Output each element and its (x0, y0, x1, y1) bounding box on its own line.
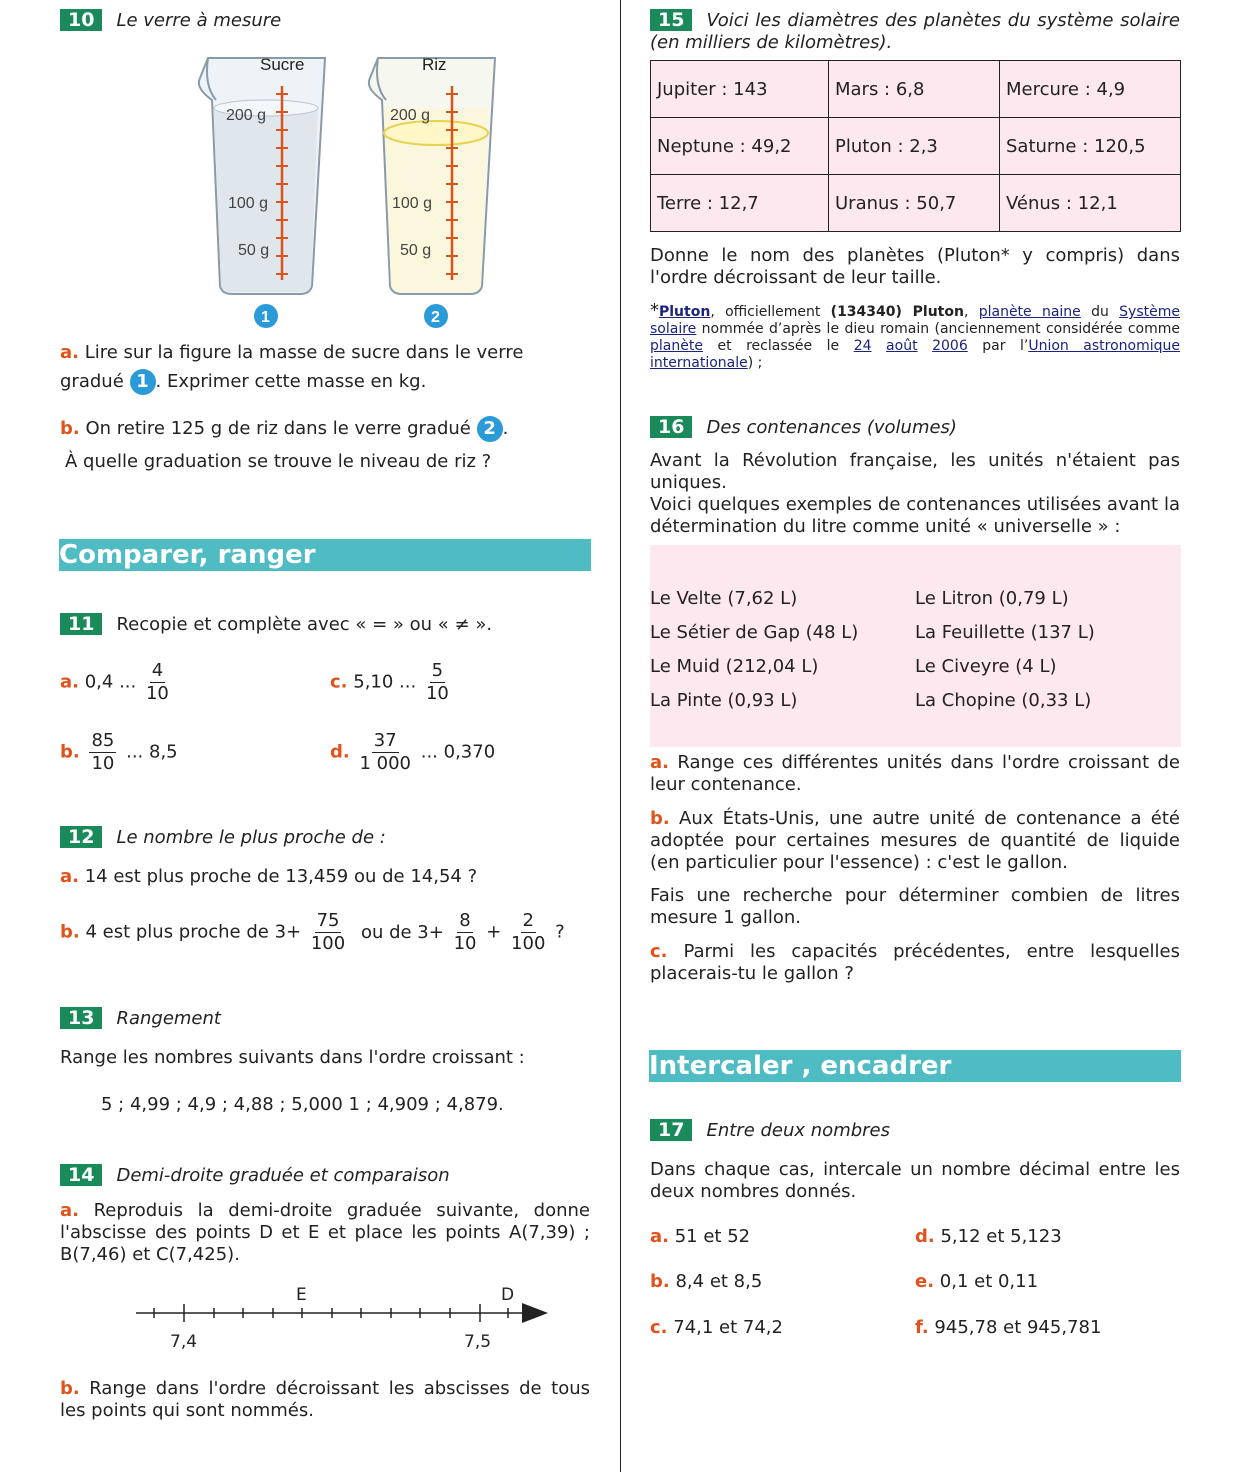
footnote-text: ) ; (747, 355, 763, 371)
item-label: a. (60, 671, 79, 693)
exercise-14-header (60, 1164, 450, 1186)
exercise-11-item-c (330, 660, 453, 705)
exercise-number: 15 (650, 9, 692, 31)
footnote-text: et reclassée le (702, 338, 854, 354)
list-item: La Chopine (0,33 L) (915, 690, 1092, 711)
exercise-13-numbers: 5 ; 4,99 ; 4,9 ; 4,88 ; 5,000 1 ; 4,909 ; 4,879. (101, 1094, 504, 1115)
footnote-text: par l’ (967, 338, 1029, 354)
link-24[interactable]: 24 (853, 338, 872, 354)
exercise-title: Recopie et complète avec « = » ou « ≠ ». (116, 614, 493, 635)
exercise-number: 10 (60, 9, 102, 31)
intro-line: Avant la Révolution française, les unités n'étaient pas uniques. (650, 450, 1180, 493)
denominator: 10 (453, 933, 477, 954)
glass1-100g: 100 g (228, 195, 269, 212)
units-right-list (915, 582, 1095, 718)
glass1-badge: 1 (261, 309, 270, 326)
footnote-bold: (134340) Pluton (830, 304, 964, 320)
exercise-title: Voici les diamètres des planètes du système solaire (en milliers de kilomètres). (650, 10, 1180, 53)
graduated-half-line (130, 1280, 560, 1360)
exercise-11-item-b (60, 730, 178, 775)
denominator: 100 (511, 933, 546, 954)
question-text: Aux États-Unis, une autre unité de contenance a été adoptée pour certaines mesures de quantité de liquide (en particulier pour l'essence) : c'est le gallon. (650, 808, 1180, 873)
link-pluton[interactable]: Pluton (659, 304, 711, 320)
measuring-glasses-figure (190, 48, 500, 333)
exercise-15-text: Donne le nom des planètes (Pluton* y compris) dans l'ordre décroissant de leur taille. (650, 245, 1180, 288)
item-label: e. (915, 1271, 935, 1292)
fraction (426, 660, 449, 705)
exercise-16-question-b (650, 808, 1180, 874)
question-label: b. (60, 921, 80, 943)
exercise-17-item-a (650, 1226, 750, 1247)
list-item: Le Litron (0,79 L) (915, 588, 1069, 609)
question-text: 4 est plus proche de 3+ (85, 921, 302, 943)
section-title-comparer: Comparer, ranger (59, 539, 591, 571)
badge-1-icon: 1 (130, 369, 156, 395)
footnote-text: du (1080, 304, 1120, 320)
fraction (359, 730, 411, 775)
exercise-17-item-c (650, 1317, 783, 1338)
fraction (146, 660, 169, 705)
denominator: 10 (91, 753, 115, 774)
item-text: 8,4 et 8,5 (675, 1271, 763, 1292)
item-label: d. (330, 741, 350, 763)
link-aout[interactable]: août (886, 338, 918, 354)
exercise-10-question-a-line2 (60, 365, 426, 399)
question-text: ou de 3+ (360, 921, 444, 943)
item-text: 945,78 et 945,781 (934, 1317, 1102, 1338)
link-planete-naine[interactable]: planète naine (978, 304, 1081, 320)
table-cell: Jupiter : 143 (651, 61, 829, 118)
table-cell: Uranus : 50,7 (829, 175, 1000, 232)
exercise-number: 13 (60, 1007, 102, 1029)
section-title-intercaler: Intercaler , encadrer (649, 1050, 1181, 1082)
exercise-14-question-b (60, 1378, 590, 1422)
item-label: c. (330, 671, 348, 693)
item-label: d. (915, 1226, 935, 1247)
table-cell: Mars : 6,8 (829, 61, 1000, 118)
exercise-16-intro (650, 450, 1180, 538)
glass1-label: Sucre (260, 55, 305, 74)
table-cell: Saturne : 120,5 (1000, 118, 1181, 175)
question-text: 14 est plus proche de 13,459 ou de 14,54 ? (84, 866, 478, 887)
column-divider (620, 0, 621, 1472)
question-text: Reproduis la demi-droite graduée suivante, donne l'abscisse des points D et E et place les points A(7,39) ; B(7,46) et C(7,425). (60, 1200, 590, 1265)
units-box (650, 545, 1181, 747)
question-label: a. (60, 342, 79, 363)
exercise-17-item-e (915, 1271, 1038, 1292)
table-row (651, 118, 1181, 175)
tick-label-7-4: 7,4 (170, 1332, 198, 1352)
item-label: b. (60, 741, 80, 763)
units-left-list (650, 582, 858, 718)
link-2006[interactable]: 2006 (932, 338, 968, 354)
list-item: La Pinte (0,93 L) (650, 690, 798, 711)
exercise-11-header (60, 613, 492, 635)
glass2-50g: 50 g (400, 242, 432, 259)
exercise-13-text: Range les nombres suivants dans l'ordre croissant : (60, 1047, 525, 1068)
footnote-text: nommée d’après le dieu romain (anciennement considérée comme (696, 321, 1180, 337)
link-union-astronomique[interactable]: Union astronomique internationale (650, 338, 1181, 371)
intro-line: Voici quelques exemples de contenances utilisées avant la détermination du litre comme unité « universelle » : (650, 494, 1180, 537)
item-text: 51 et 52 (674, 1226, 751, 1247)
list-item: Le Civeyre (4 L) (915, 656, 1057, 677)
glass2-label: Riz (422, 55, 447, 74)
exercise-12-question-b (60, 910, 565, 955)
item-label: b. (650, 1271, 670, 1292)
question-label: b. (60, 418, 80, 439)
item-text: 0,1 et 0,11 (939, 1271, 1039, 1292)
numerator: 37 (373, 730, 397, 751)
table-cell: Pluton : 2,3 (829, 118, 1000, 175)
footnote-text: , (963, 304, 979, 320)
item-label: c. (650, 1317, 668, 1338)
numerator: 2 (522, 910, 534, 931)
exercise-12-header (60, 826, 386, 848)
question-text: . Exprimer cette masse en kg. (155, 371, 427, 392)
fraction (511, 910, 545, 955)
exercise-15-header (650, 9, 1180, 54)
numerator: 75 (316, 910, 340, 931)
question-label: a. (60, 1200, 79, 1221)
exercise-17-header (650, 1119, 890, 1141)
list-item: Le Sétier de Gap (48 L) (650, 622, 859, 643)
list-item: Le Muid (212,04 L) (650, 656, 819, 677)
exercise-14-question-a (60, 1200, 590, 1266)
denominator: 10 (145, 683, 169, 704)
question-text: Parmi les capacités précédentes, entre lesquelles placerais-tu le gallon ? (650, 941, 1180, 984)
exercise-title: Demi-droite graduée et comparaison (116, 1165, 450, 1186)
exercise-16-question-b2: Fais une recherche pour déterminer combien de litres mesure 1 gallon. (650, 885, 1180, 928)
table-row (651, 61, 1181, 118)
exercise-17-item-f (915, 1317, 1101, 1338)
glass-rice (369, 55, 495, 328)
badge-2-icon: 2 (477, 416, 503, 442)
numerator: 4 (151, 660, 164, 681)
exercise-17-text: Dans chaque cas, intercale un nombre décimal entre les deux nombres donnés. (650, 1159, 1180, 1202)
numerator: 8 (459, 910, 471, 931)
denominator: 1 000 (359, 753, 411, 774)
point-d-label: D (501, 1285, 515, 1305)
glass1-50g: 50 g (238, 242, 270, 259)
list-item: Le Velte (7,62 L) (650, 588, 798, 609)
exercise-16-header (650, 416, 957, 438)
item-text: ... 0,370 (420, 741, 496, 763)
question-mark: ? (555, 921, 565, 943)
question-text: . (502, 418, 509, 439)
question-text: Lire sur la figure la masse de sucre dans le verre (84, 342, 524, 363)
tick-label-7-5: 7,5 (464, 1332, 492, 1352)
question-label: b. (650, 808, 670, 829)
fraction (454, 910, 477, 955)
item-text: ... 8,5 (126, 741, 178, 763)
list-item: La Feuillette (137 L) (915, 622, 1095, 643)
fraction (89, 730, 116, 775)
table-cell: Mercure : 4,9 (1000, 61, 1181, 118)
footnote-star: * (650, 300, 659, 321)
exercise-11-item-a (60, 660, 173, 705)
exercise-10-header (60, 9, 281, 31)
item-label: f. (915, 1317, 929, 1338)
exercise-10-question-b-line2: À quelle graduation se trouve le niveau de riz ? (65, 451, 492, 472)
question-text: Range ces différentes unités dans l'ordre croissant de leur contenance. (650, 752, 1180, 795)
plus-sign: + (486, 921, 502, 943)
exercise-number: 11 (60, 613, 102, 635)
exercise-title: Des contenances (volumes) (706, 417, 957, 438)
item-text: 5,10 ... (353, 671, 417, 693)
exercise-17-item-b (650, 1271, 762, 1292)
question-label: a. (650, 752, 669, 773)
question-label: b. (60, 1378, 80, 1399)
exercise-title: Le nombre le plus proche de : (116, 827, 386, 848)
exercise-13-header (60, 1007, 221, 1029)
exercise-16-question-c (650, 941, 1180, 985)
arrow-icon (522, 1303, 548, 1323)
question-text: Range dans l'ordre décroissant les abscisses de tous les points qui sont nommés. (60, 1378, 590, 1421)
exercise-16-question-a (650, 752, 1180, 796)
glass-sugar (199, 55, 325, 328)
question-text: gradué (60, 371, 124, 392)
question-text: On retire 125 g de riz dans le verre gradué (85, 418, 471, 439)
exercise-number: 12 (60, 826, 102, 848)
denominator: 10 (425, 683, 449, 704)
numerator: 5 (431, 660, 444, 681)
fraction (311, 910, 345, 955)
exercise-10-question-b (60, 412, 508, 446)
table-cell: Neptune : 49,2 (651, 118, 829, 175)
pluton-footnote (650, 302, 1180, 372)
item-text: 74,1 et 74,2 (673, 1317, 783, 1338)
table-row (651, 175, 1181, 232)
question-label: c. (650, 941, 668, 962)
item-text: 5,12 et 5,123 (940, 1226, 1062, 1247)
exercise-number: 17 (650, 1119, 692, 1141)
exercise-number: 14 (60, 1164, 102, 1186)
item-text: 0,4 ... (84, 671, 137, 693)
glass2-100g: 100 g (392, 195, 433, 212)
question-label: a. (60, 866, 79, 887)
planet-diameter-table (650, 60, 1181, 232)
point-e-label: E (296, 1285, 307, 1305)
exercise-11-item-d (330, 730, 495, 775)
exercise-title: Entre deux nombres (706, 1120, 891, 1141)
table-cell: Terre : 12,7 (651, 175, 829, 232)
numerator: 85 (91, 730, 115, 751)
denominator: 100 (310, 933, 346, 954)
exercise-17-item-d (915, 1226, 1062, 1247)
exercise-title: Rangement (116, 1008, 221, 1029)
link-planete[interactable]: planète (650, 338, 703, 354)
link-systeme-solaire[interactable]: Système solaire (650, 304, 1180, 337)
exercise-12-question-a (60, 866, 477, 887)
table-cell: Vénus : 12,1 (1000, 175, 1181, 232)
glass1-200g: 200 g (226, 107, 267, 124)
glass2-200g: 200 g (390, 107, 431, 124)
item-label: a. (650, 1226, 669, 1247)
exercise-title: Le verre à mesure (116, 10, 282, 31)
exercise-number: 16 (650, 416, 692, 438)
glass2-badge: 2 (431, 309, 440, 326)
footnote-text: , officiellement (710, 304, 831, 320)
